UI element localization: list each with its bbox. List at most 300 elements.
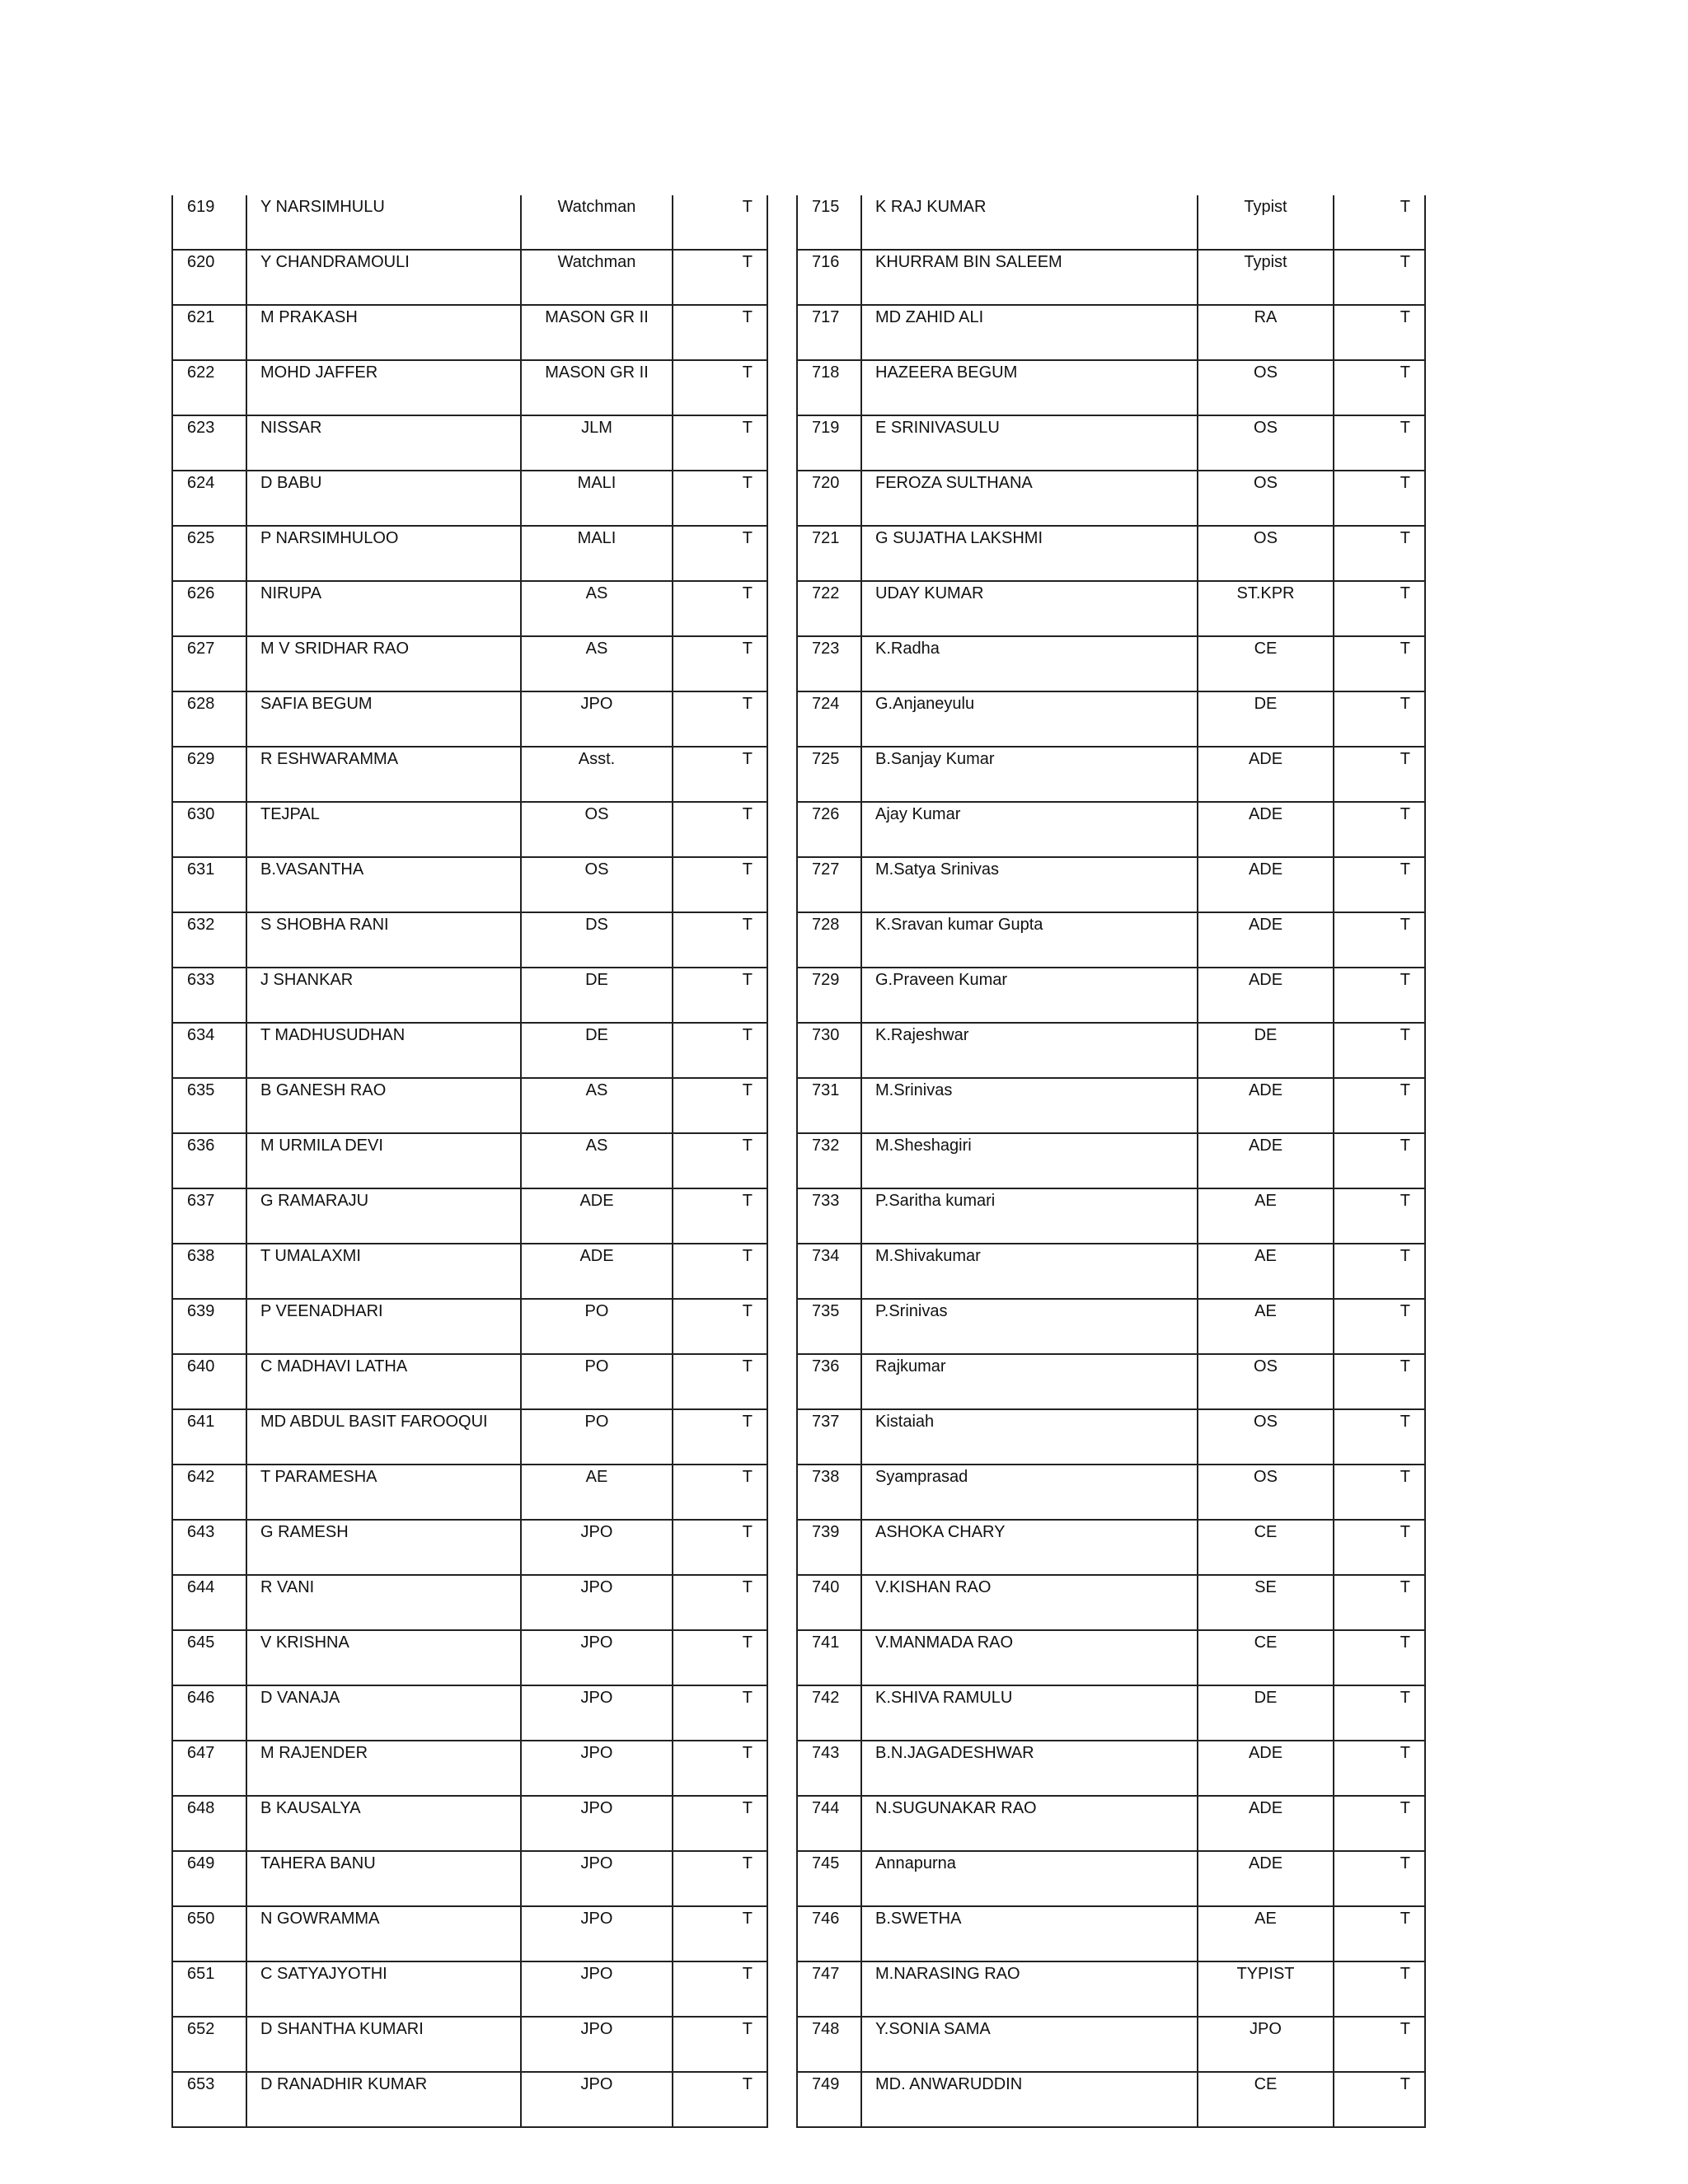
employee-name: B GANESH RAO (246, 1078, 521, 1133)
category: T (673, 1023, 767, 1078)
row-number: 737 (797, 1409, 861, 1465)
designation: MALI (521, 471, 673, 526)
employee-name: NISSAR (246, 415, 521, 471)
table-row (797, 1023, 1425, 1078)
table-row (797, 471, 1425, 526)
table-row (797, 691, 1425, 747)
category: T (673, 250, 767, 305)
designation: TYPIST (1198, 1961, 1334, 2017)
row-number: 720 (797, 471, 861, 526)
category: T (673, 2072, 767, 2127)
table-row (797, 526, 1425, 581)
employee-name: B.Sanjay Kumar (861, 747, 1198, 802)
table-row (797, 1244, 1425, 1299)
employee-name: G.Anjaneyulu (861, 691, 1198, 747)
row-number: 622 (172, 360, 246, 415)
designation: DS (521, 912, 673, 968)
table-row (172, 1465, 767, 1520)
designation: MASON GR II (521, 360, 673, 415)
employee-name: M.Satya Srinivas (861, 857, 1198, 912)
row-number: 742 (797, 1685, 861, 1741)
category: T (673, 360, 767, 415)
table-row (172, 195, 767, 250)
category: T (673, 2017, 767, 2072)
table-row (172, 1685, 767, 1741)
table-row (797, 968, 1425, 1023)
table-row (797, 1354, 1425, 1409)
row-number: 717 (797, 305, 861, 360)
employee-name: K.Radha (861, 636, 1198, 691)
designation: JPO (521, 1685, 673, 1741)
table-row (172, 912, 767, 968)
table-row (172, 691, 767, 747)
designation: AS (521, 636, 673, 691)
employee-name: V KRISHNA (246, 1630, 521, 1685)
category: T (1334, 471, 1425, 526)
designation: ADE (1198, 747, 1334, 802)
row-number: 631 (172, 857, 246, 912)
table-row (797, 305, 1425, 360)
table-row (797, 195, 1425, 250)
employee-name: E SRINIVASULU (861, 415, 1198, 471)
designation: OS (1198, 471, 1334, 526)
table-row (797, 1851, 1425, 1906)
row-number: 723 (797, 636, 861, 691)
employee-name: P VEENADHARI (246, 1299, 521, 1354)
designation: OS (1198, 360, 1334, 415)
category: T (1334, 1851, 1425, 1906)
table-row (172, 747, 767, 802)
employee-name: Annapurna (861, 1851, 1198, 1906)
designation: CE (1198, 1520, 1334, 1575)
category: T (673, 1741, 767, 1796)
table-row (797, 1741, 1425, 1796)
table-row (172, 305, 767, 360)
employee-name: K.SHIVA RAMULU (861, 1685, 1198, 1741)
employee-name: D SHANTHA KUMARI (246, 2017, 521, 2072)
table-row (797, 581, 1425, 636)
employee-name: R ESHWARAMMA (246, 747, 521, 802)
employee-name: K.Sravan kumar Gupta (861, 912, 1198, 968)
table-row (172, 526, 767, 581)
row-number: 721 (797, 526, 861, 581)
row-number: 722 (797, 581, 861, 636)
category: T (673, 912, 767, 968)
designation: Typist (1198, 195, 1334, 250)
category: T (1334, 1188, 1425, 1244)
row-number: 650 (172, 1906, 246, 1961)
table-row (172, 1299, 767, 1354)
row-number: 644 (172, 1575, 246, 1630)
row-number: 740 (797, 1575, 861, 1630)
table-row (172, 360, 767, 415)
employee-name: S SHOBHA RANI (246, 912, 521, 968)
category: T (673, 1796, 767, 1851)
designation: ADE (1198, 857, 1334, 912)
row-number: 628 (172, 691, 246, 747)
designation: OS (1198, 1465, 1334, 1520)
employee-name: N GOWRAMMA (246, 1906, 521, 1961)
employee-name: G.Praveen Kumar (861, 968, 1198, 1023)
table-row (172, 471, 767, 526)
employee-name: D RANADHIR KUMAR (246, 2072, 521, 2127)
table-row (172, 1906, 767, 1961)
category: T (673, 1354, 767, 1409)
table-row (797, 415, 1425, 471)
row-number: 716 (797, 250, 861, 305)
designation: JPO (521, 1741, 673, 1796)
category: T (673, 1851, 767, 1906)
category: T (673, 1244, 767, 1299)
employee-table-left (171, 195, 768, 2128)
row-number: 731 (797, 1078, 861, 1133)
employee-name: Kistaiah (861, 1409, 1198, 1465)
table-row (797, 1906, 1425, 1961)
table-row (797, 1078, 1425, 1133)
designation: OS (1198, 415, 1334, 471)
table-row (797, 1520, 1425, 1575)
employee-name: M.NARASING RAO (861, 1961, 1198, 2017)
category: T (1334, 526, 1425, 581)
employee-name: P NARSIMHULOO (246, 526, 521, 581)
employee-name: Ajay Kumar (861, 802, 1198, 857)
designation: JPO (521, 1520, 673, 1575)
table-row (797, 1685, 1425, 1741)
category: T (673, 1575, 767, 1630)
row-number: 646 (172, 1685, 246, 1741)
employee-name: V.MANMADA RAO (861, 1630, 1198, 1685)
row-number: 746 (797, 1906, 861, 1961)
designation: DE (521, 968, 673, 1023)
category: T (1334, 636, 1425, 691)
employee-name: C MADHAVI LATHA (246, 1354, 521, 1409)
table-row (172, 1851, 767, 1906)
table-row (172, 1244, 767, 1299)
row-number: 648 (172, 1796, 246, 1851)
category: T (673, 581, 767, 636)
category: T (673, 968, 767, 1023)
employee-name: TAHERA BANU (246, 1851, 521, 1906)
row-number: 623 (172, 415, 246, 471)
category: T (1334, 691, 1425, 747)
designation: ADE (1198, 912, 1334, 968)
employee-name: G RAMARAJU (246, 1188, 521, 1244)
category: T (1334, 968, 1425, 1023)
table-row (172, 636, 767, 691)
employee-name: G SUJATHA LAKSHMI (861, 526, 1198, 581)
category: T (673, 1078, 767, 1133)
row-number: 733 (797, 1188, 861, 1244)
table-row (172, 1961, 767, 2017)
category: T (1334, 1078, 1425, 1133)
category: T (1334, 1299, 1425, 1354)
designation: MALI (521, 526, 673, 581)
employee-name: T PARAMESHA (246, 1465, 521, 1520)
category: T (673, 1685, 767, 1741)
designation: JPO (521, 691, 673, 747)
row-number: 630 (172, 802, 246, 857)
employee-name: M.Srinivas (861, 1078, 1198, 1133)
designation: JPO (521, 1851, 673, 1906)
employee-name: K.Rajeshwar (861, 1023, 1198, 1078)
category: T (673, 1520, 767, 1575)
row-number: 627 (172, 636, 246, 691)
table-row (172, 1520, 767, 1575)
category: T (1334, 1685, 1425, 1741)
category: T (673, 1961, 767, 2017)
designation: DE (1198, 1685, 1334, 1741)
category: T (1334, 747, 1425, 802)
table-row (172, 415, 767, 471)
row-number: 639 (172, 1299, 246, 1354)
category: T (1334, 1630, 1425, 1685)
category: T (1334, 1244, 1425, 1299)
designation: ADE (1198, 1078, 1334, 1133)
category: T (1334, 195, 1425, 250)
employee-name: J SHANKAR (246, 968, 521, 1023)
employee-name: M PRAKASH (246, 305, 521, 360)
employee-name: C SATYAJYOTHI (246, 1961, 521, 2017)
designation: ADE (1198, 1796, 1334, 1851)
category: T (1334, 1575, 1425, 1630)
employee-name: Syamprasad (861, 1465, 1198, 1520)
row-number: 719 (797, 415, 861, 471)
table-row (797, 1133, 1425, 1188)
table-row (172, 1078, 767, 1133)
employee-name: R VANI (246, 1575, 521, 1630)
row-number: 638 (172, 1244, 246, 1299)
employee-name: V.KISHAN RAO (861, 1575, 1198, 1630)
category: T (673, 1465, 767, 1520)
table-row (797, 2017, 1425, 2072)
table-row (797, 802, 1425, 857)
employee-table-right (796, 195, 1426, 2128)
employee-name: N.SUGUNAKAR RAO (861, 1796, 1198, 1851)
row-number: 734 (797, 1244, 861, 1299)
row-number: 727 (797, 857, 861, 912)
row-number: 724 (797, 691, 861, 747)
row-number: 633 (172, 968, 246, 1023)
employee-name: K RAJ KUMAR (861, 195, 1198, 250)
designation: ADE (1198, 968, 1334, 1023)
row-number: 636 (172, 1133, 246, 1188)
row-number: 640 (172, 1354, 246, 1409)
row-number: 649 (172, 1851, 246, 1906)
row-number: 730 (797, 1023, 861, 1078)
table-row (172, 1188, 767, 1244)
category: T (673, 305, 767, 360)
category: T (673, 636, 767, 691)
table-row (797, 857, 1425, 912)
employee-name: SAFIA BEGUM (246, 691, 521, 747)
row-number: 743 (797, 1741, 861, 1796)
category: T (1334, 250, 1425, 305)
row-number: 747 (797, 1961, 861, 2017)
designation: CE (1198, 2072, 1334, 2127)
designation: AE (521, 1465, 673, 1520)
designation: AE (1198, 1188, 1334, 1244)
employee-name: MOHD JAFFER (246, 360, 521, 415)
designation: AS (521, 1078, 673, 1133)
designation: JLM (521, 415, 673, 471)
row-number: 652 (172, 2017, 246, 2072)
row-number: 736 (797, 1354, 861, 1409)
designation: MASON GR II (521, 305, 673, 360)
designation: DE (1198, 691, 1334, 747)
table-row (797, 360, 1425, 415)
table-row (172, 1741, 767, 1796)
table-row (797, 1465, 1425, 1520)
employee-name: UDAY KUMAR (861, 581, 1198, 636)
table-row (172, 1409, 767, 1465)
designation: Watchman (521, 250, 673, 305)
table-row (172, 1575, 767, 1630)
employee-name: M RAJENDER (246, 1741, 521, 1796)
row-number: 653 (172, 2072, 246, 2127)
employee-name: T MADHUSUDHAN (246, 1023, 521, 1078)
designation: RA (1198, 305, 1334, 360)
employee-name: Rajkumar (861, 1354, 1198, 1409)
category: T (1334, 1465, 1425, 1520)
designation: AE (1198, 1906, 1334, 1961)
designation: AS (521, 581, 673, 636)
table-row (797, 1796, 1425, 1851)
table-row (797, 1575, 1425, 1630)
table-row (797, 250, 1425, 305)
row-number: 651 (172, 1961, 246, 2017)
designation: Asst. (521, 747, 673, 802)
category: T (1334, 1906, 1425, 1961)
employee-name: D VANAJA (246, 1685, 521, 1741)
row-number: 718 (797, 360, 861, 415)
designation: ADE (1198, 802, 1334, 857)
employee-name: NIRUPA (246, 581, 521, 636)
employee-name: M URMILA DEVI (246, 1133, 521, 1188)
designation: AS (521, 1133, 673, 1188)
row-number: 741 (797, 1630, 861, 1685)
category: T (673, 691, 767, 747)
category: T (1334, 581, 1425, 636)
table-row (172, 802, 767, 857)
row-number: 728 (797, 912, 861, 968)
employee-name: HAZEERA BEGUM (861, 360, 1198, 415)
designation: AE (1198, 1299, 1334, 1354)
employee-name: B.SWETHA (861, 1906, 1198, 1961)
designation: AE (1198, 1244, 1334, 1299)
category: T (1334, 912, 1425, 968)
row-number: 749 (797, 2072, 861, 2127)
category: T (673, 1133, 767, 1188)
designation: CE (1198, 1630, 1334, 1685)
employee-name: P.Srinivas (861, 1299, 1198, 1354)
designation: DE (521, 1023, 673, 1078)
table-row (172, 1354, 767, 1409)
table-row (797, 912, 1425, 968)
category: T (673, 1188, 767, 1244)
category: T (1334, 1354, 1425, 1409)
employee-name: Y CHANDRAMOULI (246, 250, 521, 305)
employee-name: TEJPAL (246, 802, 521, 857)
designation: Watchman (521, 195, 673, 250)
row-number: 642 (172, 1465, 246, 1520)
designation: ADE (521, 1188, 673, 1244)
category: T (1334, 1796, 1425, 1851)
category: T (673, 857, 767, 912)
category: T (1334, 802, 1425, 857)
designation: OS (1198, 526, 1334, 581)
designation: SE (1198, 1575, 1334, 1630)
row-number: 735 (797, 1299, 861, 1354)
designation: OS (1198, 1354, 1334, 1409)
category: T (1334, 1023, 1425, 1078)
designation: ADE (1198, 1133, 1334, 1188)
table-row (172, 857, 767, 912)
employee-name: D BABU (246, 471, 521, 526)
row-number: 641 (172, 1409, 246, 1465)
employee-name: G RAMESH (246, 1520, 521, 1575)
category: T (1334, 415, 1425, 471)
category: T (1334, 2072, 1425, 2127)
category: T (1334, 1520, 1425, 1575)
employee-name: M.Sheshagiri (861, 1133, 1198, 1188)
designation: PO (521, 1354, 673, 1409)
row-number: 629 (172, 747, 246, 802)
designation: JPO (521, 1630, 673, 1685)
category: T (1334, 1409, 1425, 1465)
row-number: 715 (797, 195, 861, 250)
category: T (673, 415, 767, 471)
designation: ST.KPR (1198, 581, 1334, 636)
table-row (797, 747, 1425, 802)
employee-name: B KAUSALYA (246, 1796, 521, 1851)
table-row (797, 1299, 1425, 1354)
employee-name: MD ZAHID ALI (861, 305, 1198, 360)
employee-name: ASHOKA CHARY (861, 1520, 1198, 1575)
designation: DE (1198, 1023, 1334, 1078)
category: T (673, 1299, 767, 1354)
designation: JPO (521, 2072, 673, 2127)
category: T (1334, 360, 1425, 415)
table-row (172, 968, 767, 1023)
category: T (673, 1409, 767, 1465)
designation: JPO (521, 1575, 673, 1630)
row-number: 738 (797, 1465, 861, 1520)
designation: OS (521, 857, 673, 912)
row-number: 732 (797, 1133, 861, 1188)
employee-name: Y NARSIMHULU (246, 195, 521, 250)
table-row (172, 1630, 767, 1685)
table-row (797, 1188, 1425, 1244)
designation: PO (521, 1409, 673, 1465)
row-number: 632 (172, 912, 246, 968)
row-number: 619 (172, 195, 246, 250)
row-number: 634 (172, 1023, 246, 1078)
row-number: 729 (797, 968, 861, 1023)
category: T (673, 1906, 767, 1961)
category: T (673, 802, 767, 857)
row-number: 725 (797, 747, 861, 802)
row-number: 625 (172, 526, 246, 581)
table-row (797, 1630, 1425, 1685)
category: T (673, 195, 767, 250)
row-number: 645 (172, 1630, 246, 1685)
designation: ADE (1198, 1741, 1334, 1796)
table-row (172, 250, 767, 305)
table-row (172, 2017, 767, 2072)
row-number: 748 (797, 2017, 861, 2072)
table-row (172, 1023, 767, 1078)
table-row (172, 2072, 767, 2127)
